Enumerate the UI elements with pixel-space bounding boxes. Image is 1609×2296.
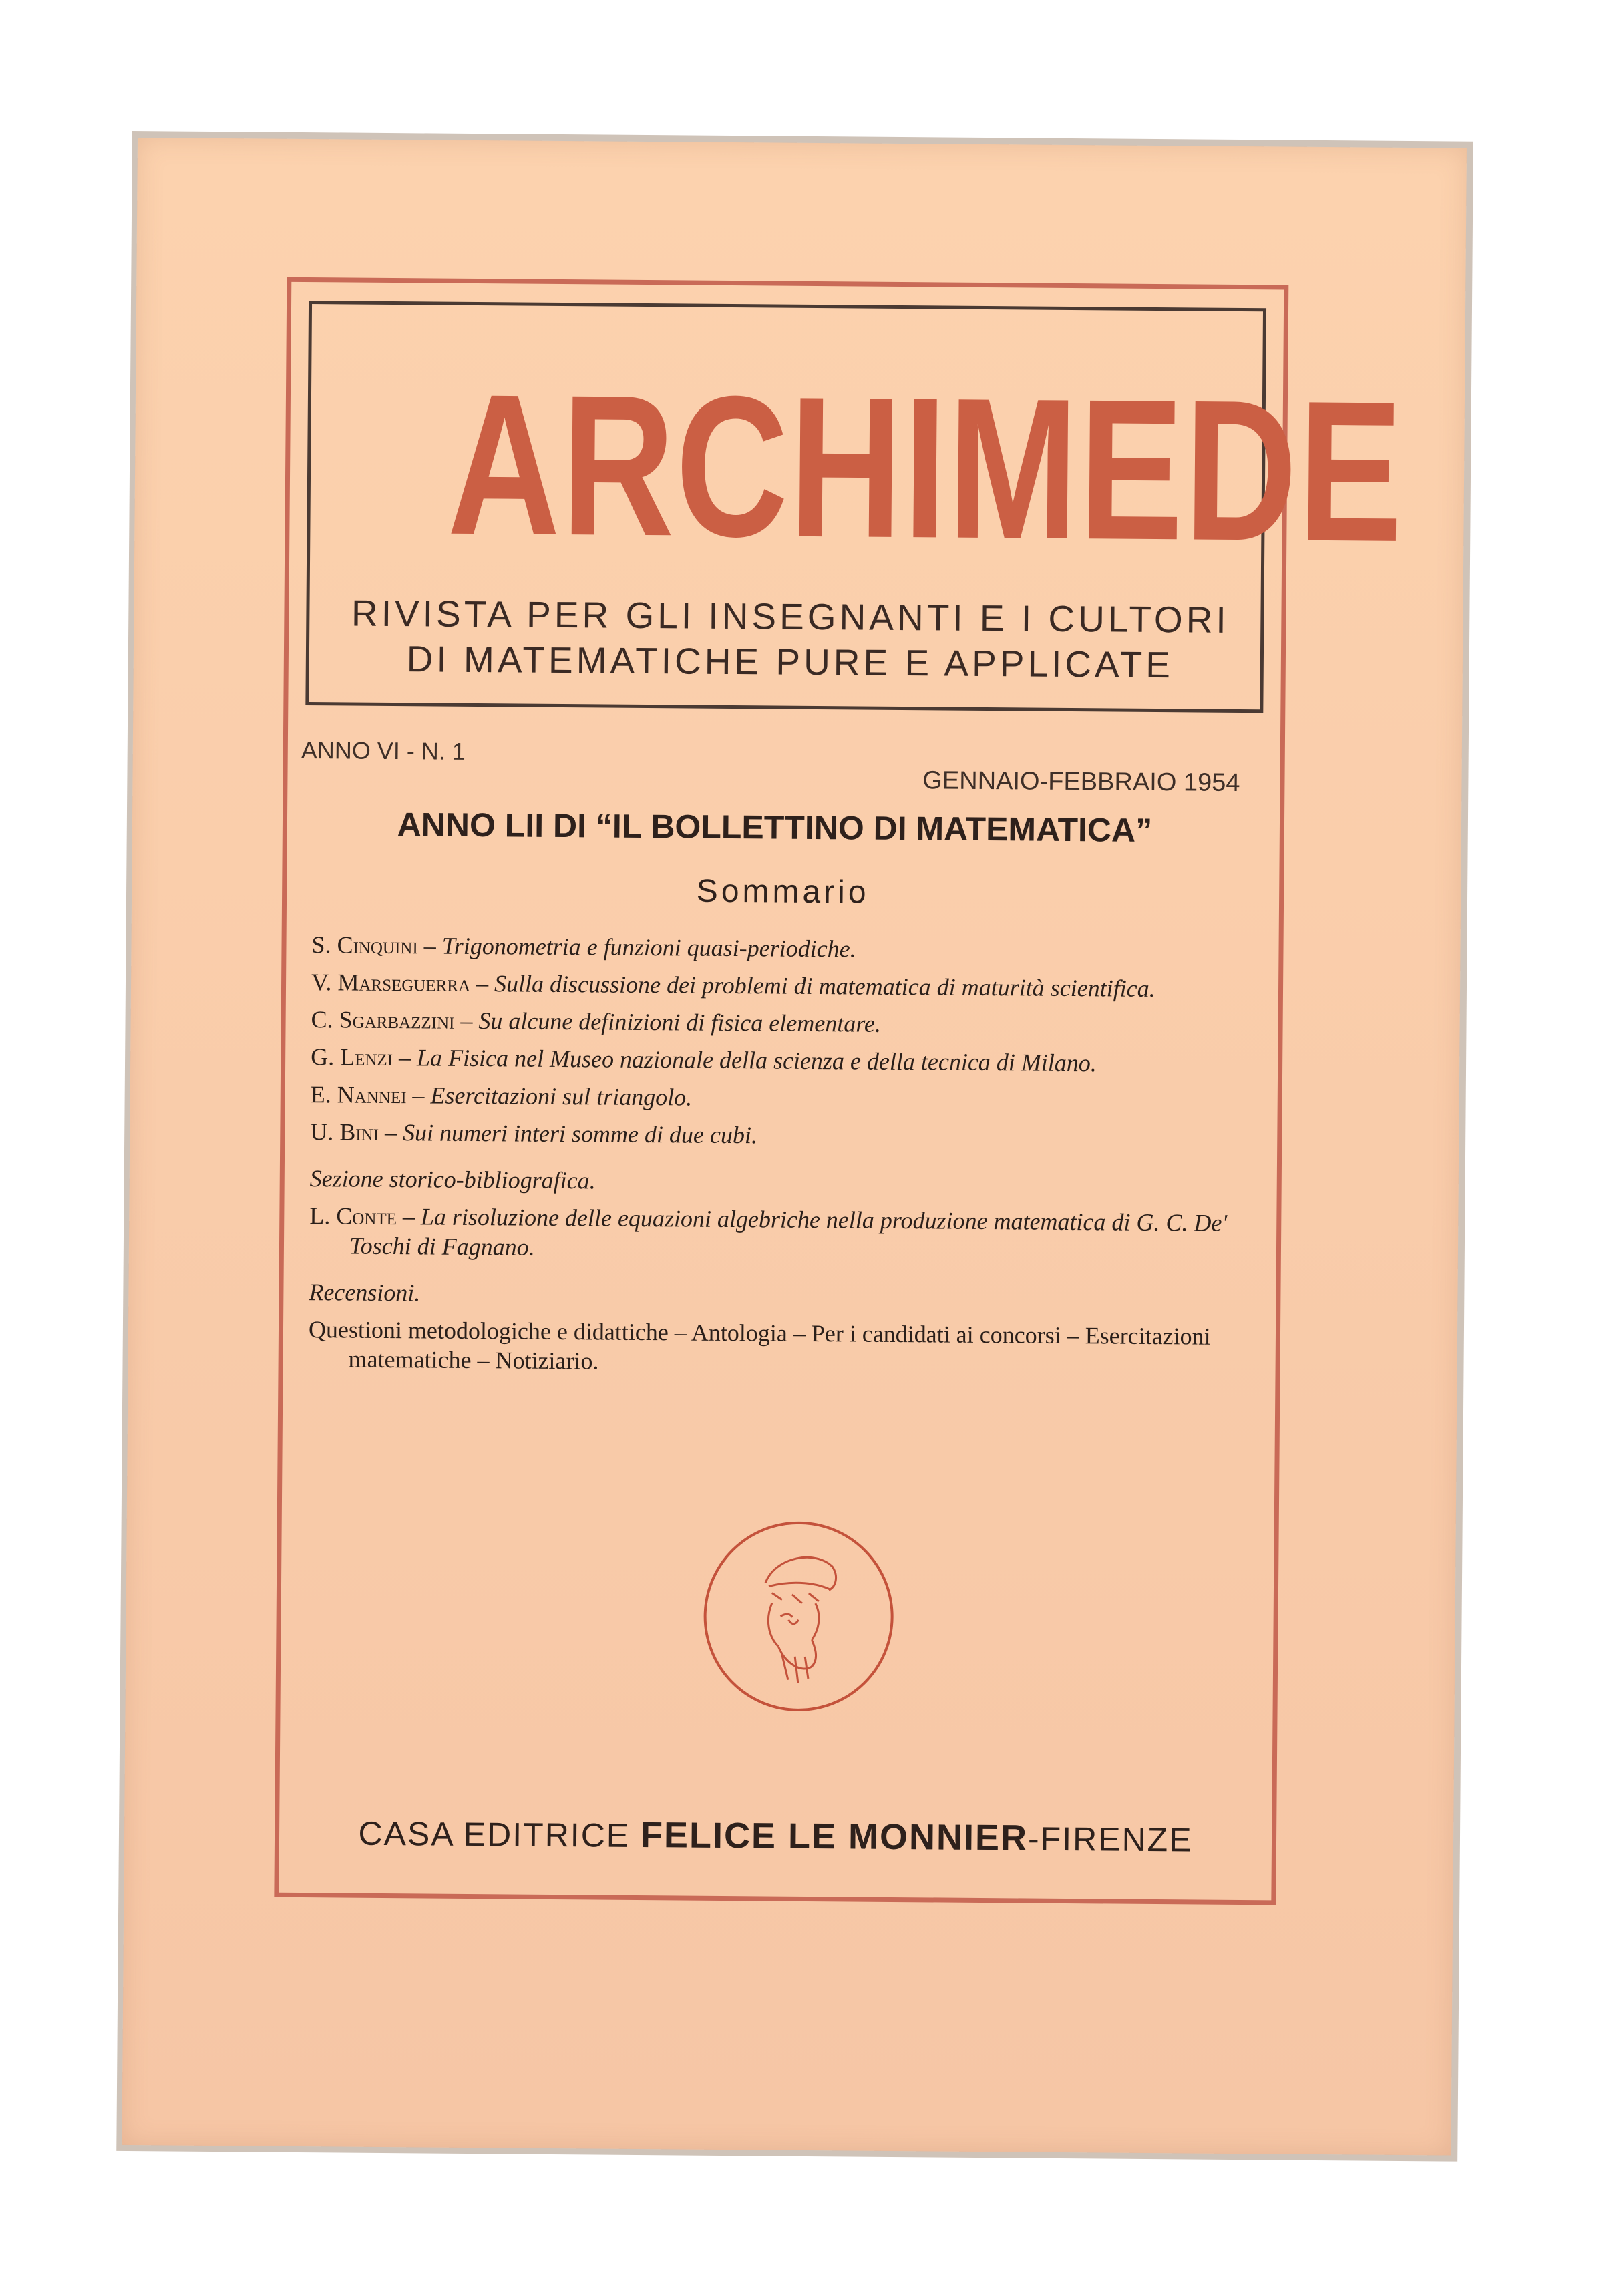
bollettino-line: ANNO LII DI “IL BOLLETTINO DI MATEMATICA”	[397, 806, 1153, 849]
toc-entry	[309, 1201, 1252, 1267]
cover-frame	[274, 277, 1405, 1905]
toc-separator: –	[454, 1007, 479, 1035]
toc-title: Su alcune definizioni di fisica elementare.	[478, 1007, 882, 1037]
toc-title: La Fisica nel Museo nazionale della scienza e della tecnica di Milano.	[416, 1044, 1097, 1077]
toc-separator: –	[392, 1044, 417, 1072]
toc-title: Sui numeri interi somme di due cubi.	[402, 1119, 758, 1149]
toc-author: E. Nannei	[310, 1081, 407, 1109]
toc-entry	[311, 1005, 1252, 1041]
toc-entry	[310, 1117, 1252, 1154]
journal-title: ARCHIMEDE	[447, 351, 1405, 584]
toc-title: La risoluzione delle equazioni algebriche nella produzione matematica di G. C. De' Toschi di Fagnano.	[349, 1203, 1228, 1261]
table-of-contents	[308, 930, 1253, 1389]
toc-title: Esercitazioni sul triangolo.	[430, 1082, 693, 1111]
section-recensioni: Recensioni.	[309, 1279, 421, 1307]
toc-separator: –	[378, 1118, 403, 1146]
toc-author: G. Lenzi	[311, 1043, 393, 1072]
toc-separator: –	[417, 932, 442, 959]
publisher-prefix: CASA EDITRICE	[358, 1814, 641, 1854]
toc-title: Trigonometria e funzioni quasi-periodiche.	[441, 932, 856, 963]
toc-entry	[311, 930, 1253, 967]
toc-separator: –	[396, 1203, 421, 1231]
toc-author: C. Sgarbazzini	[311, 1006, 455, 1034]
journal-cover	[122, 138, 1467, 2156]
issue-date: GENNAIO-FEBBRAIO 1954	[922, 766, 1240, 797]
archimedes-medallion-icon	[701, 1519, 896, 1714]
toc-separator: –	[406, 1082, 431, 1109]
publisher-name: FELICE LE MONNIER	[640, 1814, 1029, 1858]
toc-separator: –	[470, 969, 495, 997]
toc-title: Sulla discussione dei problemi di matematica di maturità scientifica.	[494, 970, 1155, 1003]
toc-author: S. Cinquini	[311, 931, 418, 959]
masthead-box	[305, 301, 1405, 713]
toc-entry	[311, 1042, 1252, 1079]
toc-rubriche: Questioni metodologiche e didattiche – Antologia – Per i candidati ai concorsi – Esercitazioni matematiche – Notiziario.	[308, 1316, 1211, 1375]
toc-author: V. Marseguerra	[311, 969, 471, 997]
issue-volume: ANNO VI - N. 1	[301, 735, 466, 765]
toc-entry	[311, 1080, 1252, 1116]
section-storico-bibliografica: Sezione storico-bibliografica.	[309, 1165, 596, 1194]
toc-entry	[311, 967, 1253, 1004]
journal-subtitle-line1: RIVISTA PER GLI INSEGNANTI E I CULTORI	[351, 592, 1230, 641]
sommario-heading: Sommario	[696, 873, 870, 911]
publisher-city: -FIRENZE	[1027, 1820, 1193, 1859]
toc-author: L. Conte	[309, 1202, 397, 1231]
toc-author: U. Bini	[310, 1118, 379, 1146]
journal-subtitle-line2: DI MATEMATICHE PURE E APPLICATE	[406, 638, 1174, 686]
publisher-line	[279, 1812, 1272, 1861]
